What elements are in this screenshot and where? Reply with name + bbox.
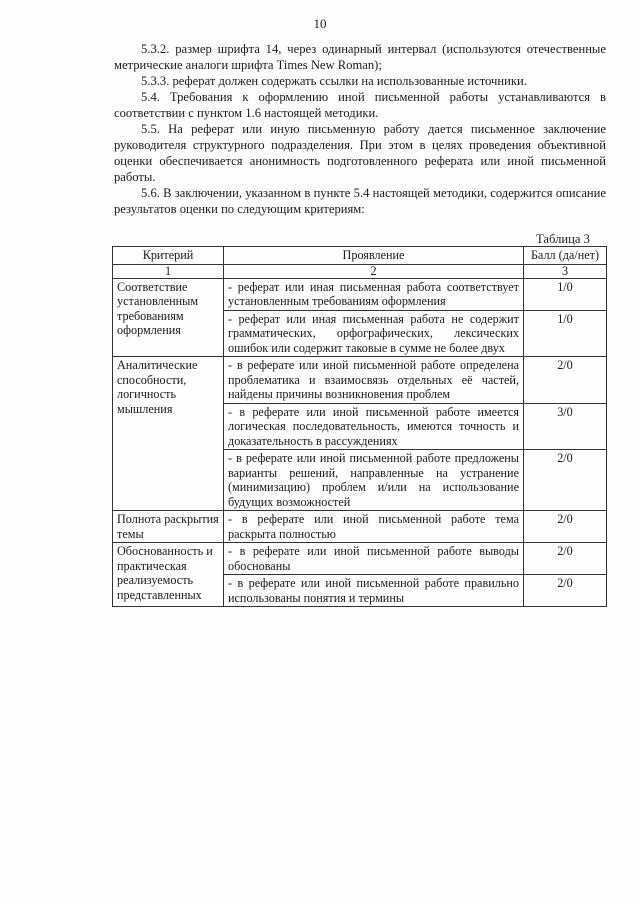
score-cell: 3/0 xyxy=(524,403,607,450)
column-number-row xyxy=(113,264,607,278)
page-number: 10 xyxy=(313,16,327,31)
manifestation-cell: - в реферате или иной письменной работе определена проблематика и взаимосвязь отдельных её частей, найдены причины возникновения проблем xyxy=(224,357,524,404)
criterion-cell: Полнота раскрытия темы xyxy=(113,511,224,543)
manifestation-cell: - в реферате или иной письменной работе правильно использованы понятия и термины xyxy=(224,575,524,607)
table-row xyxy=(113,278,607,310)
score-cell: 1/0 xyxy=(524,278,607,310)
score-cell: 2/0 xyxy=(524,357,607,404)
table-header-row xyxy=(113,247,607,265)
column-number-2: 2 xyxy=(224,264,524,278)
header-score: Балл (да/нет) xyxy=(524,247,607,265)
column-number-3: 3 xyxy=(524,264,607,278)
paragraph-5-3-3: 5.3.3. реферат должен содержать ссылки на использованные источники. xyxy=(141,74,527,88)
manifestation-cell: - реферат или иная письменная работа соответствует установленным требованиям оформления xyxy=(224,278,524,310)
header-manifestation: Проявление xyxy=(224,247,524,265)
score-cell: 2/0 xyxy=(524,543,607,575)
paragraph-5-4: 5.4. Требования к оформлению иной письменной работы устанавливаются в соответствии с пунктом 1.6 настоящей методики. xyxy=(114,90,606,120)
manifestation-cell: - в реферате или иной письменной работе имеется логическая последовательность, имеются точность и доказательность в рассуждениях xyxy=(224,403,524,450)
table-row xyxy=(113,357,607,404)
score-cell: 2/0 xyxy=(524,450,607,511)
body-text xyxy=(114,41,606,217)
column-number-1: 1 xyxy=(113,264,224,278)
criterion-cell: Аналитические способности, логичность мышления xyxy=(113,357,224,511)
paragraph-5-6: 5.6. В заключении, указанном в пункте 5.4 настоящей методики, содержится описание результатов оценки по следующим критериям: xyxy=(114,186,606,216)
header-criterion: Критерий xyxy=(113,247,224,265)
criterion-cell: Соответствие установленным требованиям оформления xyxy=(113,278,224,357)
manifestation-cell: - в реферате или иной письменной работе тема раскрыта полностью xyxy=(224,511,524,543)
manifestation-cell: - в реферате или иной письменной работе выводы обоснованы xyxy=(224,543,524,575)
score-cell: 2/0 xyxy=(524,511,607,543)
table-row xyxy=(113,511,607,543)
score-cell: 2/0 xyxy=(524,575,607,607)
table-caption: Таблица 3 xyxy=(536,232,590,246)
criterion-cell: Обоснованность и практическая реализуемость представленных xyxy=(113,543,224,607)
manifestation-cell: - в реферате или иной письменной работе предложены варианты решений, направленные на устранение (минимизацию) проблем и/или на использование будущих возможностей xyxy=(224,450,524,511)
table-row xyxy=(113,543,607,575)
manifestation-cell: - реферат или иная письменная работа не содержит грамматических, орфографических, лексических ошибок или содержит таковые в сумме не более двух xyxy=(224,310,524,357)
score-cell: 1/0 xyxy=(524,310,607,357)
paragraph-5-3-2: 5.3.2. размер шрифта 14, через одинарный интервал (используются отечественные метрические аналоги шрифта Times New Roman); xyxy=(114,42,606,72)
paragraph-5-5: 5.5. На реферат или иную письменную работу дается письменное заключение руководителя структурного подразделения. При этом в целях проведения объективной оценки обеспечивается анонимность подготовленного реферата или иной письменной работы. xyxy=(114,122,606,184)
criteria-table xyxy=(112,246,607,607)
